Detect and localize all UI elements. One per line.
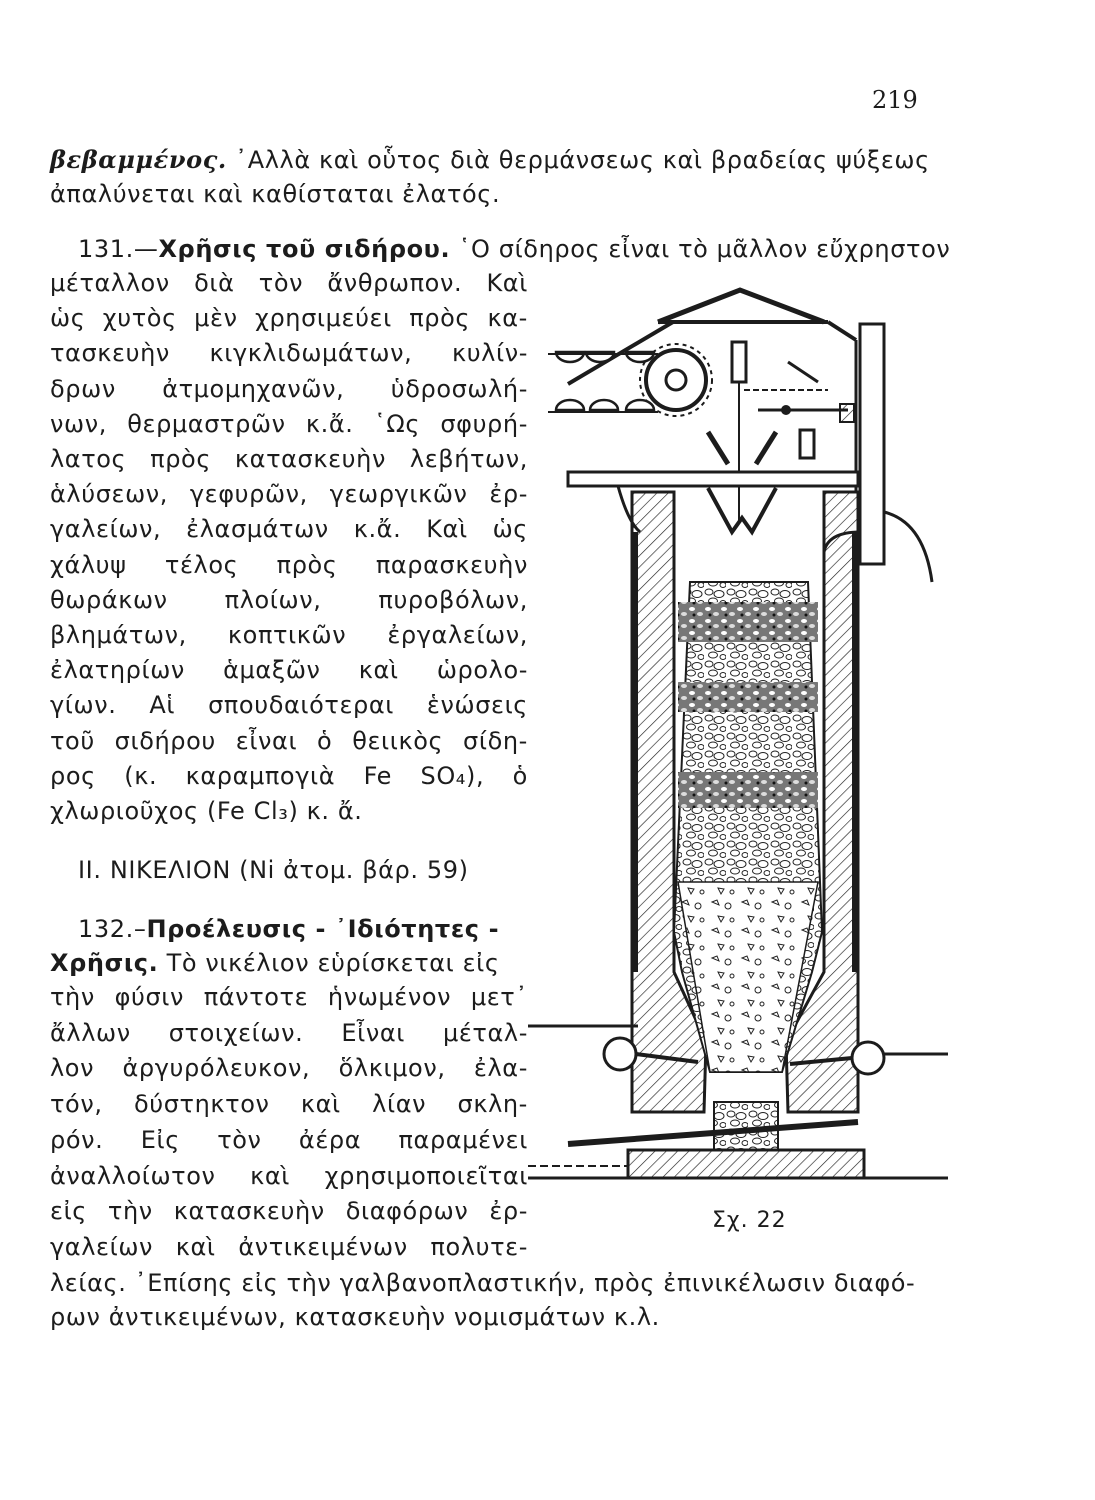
- section-132-body-line: ρόν. Εἰς τὸν ἀέρα παραμένει: [50, 1125, 528, 1154]
- section-132-body-line: λον ἀργυρόλευκον, ὅλκιμον, ἐλα-: [50, 1054, 528, 1083]
- intro-line-2: ἀπαλύνεται καὶ καθίσταται ἐλατός.: [50, 180, 501, 208]
- page-number: 219: [872, 86, 918, 114]
- section-132-line-1: [50, 946, 528, 980]
- section-132-full-line-2: ρων ἀντικειμένων, κατασκευὴν νομισμάτων κ.λ.: [50, 1303, 660, 1331]
- section-131-body-line: δρων ἀτμομηχανῶν, ὑδροσωλή-: [50, 374, 528, 403]
- section-131-number: 131.—: [78, 235, 159, 263]
- section-131-body-line: θωράκων πλοίων, πυροβόλων,: [50, 585, 528, 614]
- nickel-heading: ΙΙ. ΝΙΚΕΛΙΟΝ (Ni ἀτομ. βάρ. 59): [78, 856, 469, 884]
- section-131-body-line: γίων. Αἱ σπουδαιότεραι ἑνώσεις: [50, 691, 528, 720]
- section-132-title: Προέλευσις - ᾿Ιδιότητες -: [146, 915, 500, 943]
- section-131-body-line: ὡς χυτὸς μὲν χρησιμεύει πρὸς κα-: [50, 304, 528, 333]
- figure-caption: Σχ. 22: [712, 1208, 787, 1233]
- intro-line-1: [50, 143, 950, 177]
- section-131-body-line: γαλείων, ἐλασμάτων κ.ἄ. Καὶ ὡς: [50, 515, 528, 544]
- section-131-body-line: ἁλύσεων, γεφυρῶν, γεωργικῶν ἐρ-: [50, 480, 528, 509]
- section-131-body-line: λατος πρὸς κατασκευὴν λεβήτων,: [50, 445, 528, 473]
- section-132-body-line: τόν, δύστηκτον καὶ λίαν σκλη-: [50, 1090, 528, 1119]
- section-131-body-line: νων, θερμαστρῶν κ.ἄ. ῾Ως σφυρή-: [50, 409, 528, 438]
- section-132-full-line-1: λείας. ᾿Επίσης εἰς τὴν γαλβανοπλαστικήν, πρὸς ἐπινικέλωσιν διαφό-: [50, 1269, 916, 1297]
- intro-text: ᾿Αλλὰ καὶ οὗτος διὰ θερμάνσεως καὶ βραδείας ψύξεως: [226, 146, 930, 174]
- section-131-text: ῾Ο σίδηρος εἶναι τὸ μᾶλλον εὔχρηστον: [450, 235, 951, 263]
- section-131-body-line: μέταλλον διὰ τὸν ἄνθρωπον. Καὶ: [50, 269, 528, 297]
- section-132-body-line: ἀναλλοίωτον καὶ χρησιμοποιεῖται: [50, 1161, 528, 1190]
- section-131-body-line: τοῦ σιδήρου εἶναι ὁ θειικὸς σίδη-: [50, 726, 528, 755]
- section-131-body-line: ἐλατηρίων ἁμαξῶν καὶ ὡρολο-: [50, 656, 528, 685]
- section-132-number: 132.–: [78, 915, 147, 943]
- intro-term: βεβαμμένος.: [50, 145, 227, 174]
- blast-furnace-figure: [528, 282, 948, 1206]
- section-132-body-line: εἰς τὴν κατασκευὴν διαφόρων ἐρ-: [50, 1197, 528, 1226]
- section-131-body-line: χάλυψ τέλος πρὸς παρασκευὴν: [50, 550, 528, 579]
- section-132-title-cont: Χρῆσις.: [50, 949, 159, 977]
- section-131-last-line: χλωριοῦχος (Fe Cl₃) κ. ἄ.: [50, 797, 363, 825]
- section-131-body-line: ρος (κ. καραμπογιὰ Fe SO₄), ὁ: [50, 761, 528, 790]
- section-132-body-line: ἄλλων στοιχείων. Εἶναι μέταλ-: [50, 1018, 528, 1047]
- section-131-body-line: βλημάτων, κοπτικῶν ἐργαλείων,: [50, 621, 528, 649]
- section-131-body-line: τασκευὴν κιγκλιδωμάτων, κυλίν-: [50, 339, 528, 368]
- section-132-body-line: γαλείων καὶ ἀντικειμένων πολυτε-: [50, 1232, 528, 1261]
- section-132-text: Τὸ νικέλιον εὑρίσκεται εἰς: [158, 949, 500, 977]
- section-132-heading: [78, 912, 528, 946]
- section-131-title: Χρῆσις τοῦ σιδήρου.: [158, 235, 451, 263]
- section-132-body-line: τὴν φύσιν πάντοτε ἡνωμένον μετ᾿: [50, 983, 528, 1011]
- section-131-heading: [78, 232, 950, 266]
